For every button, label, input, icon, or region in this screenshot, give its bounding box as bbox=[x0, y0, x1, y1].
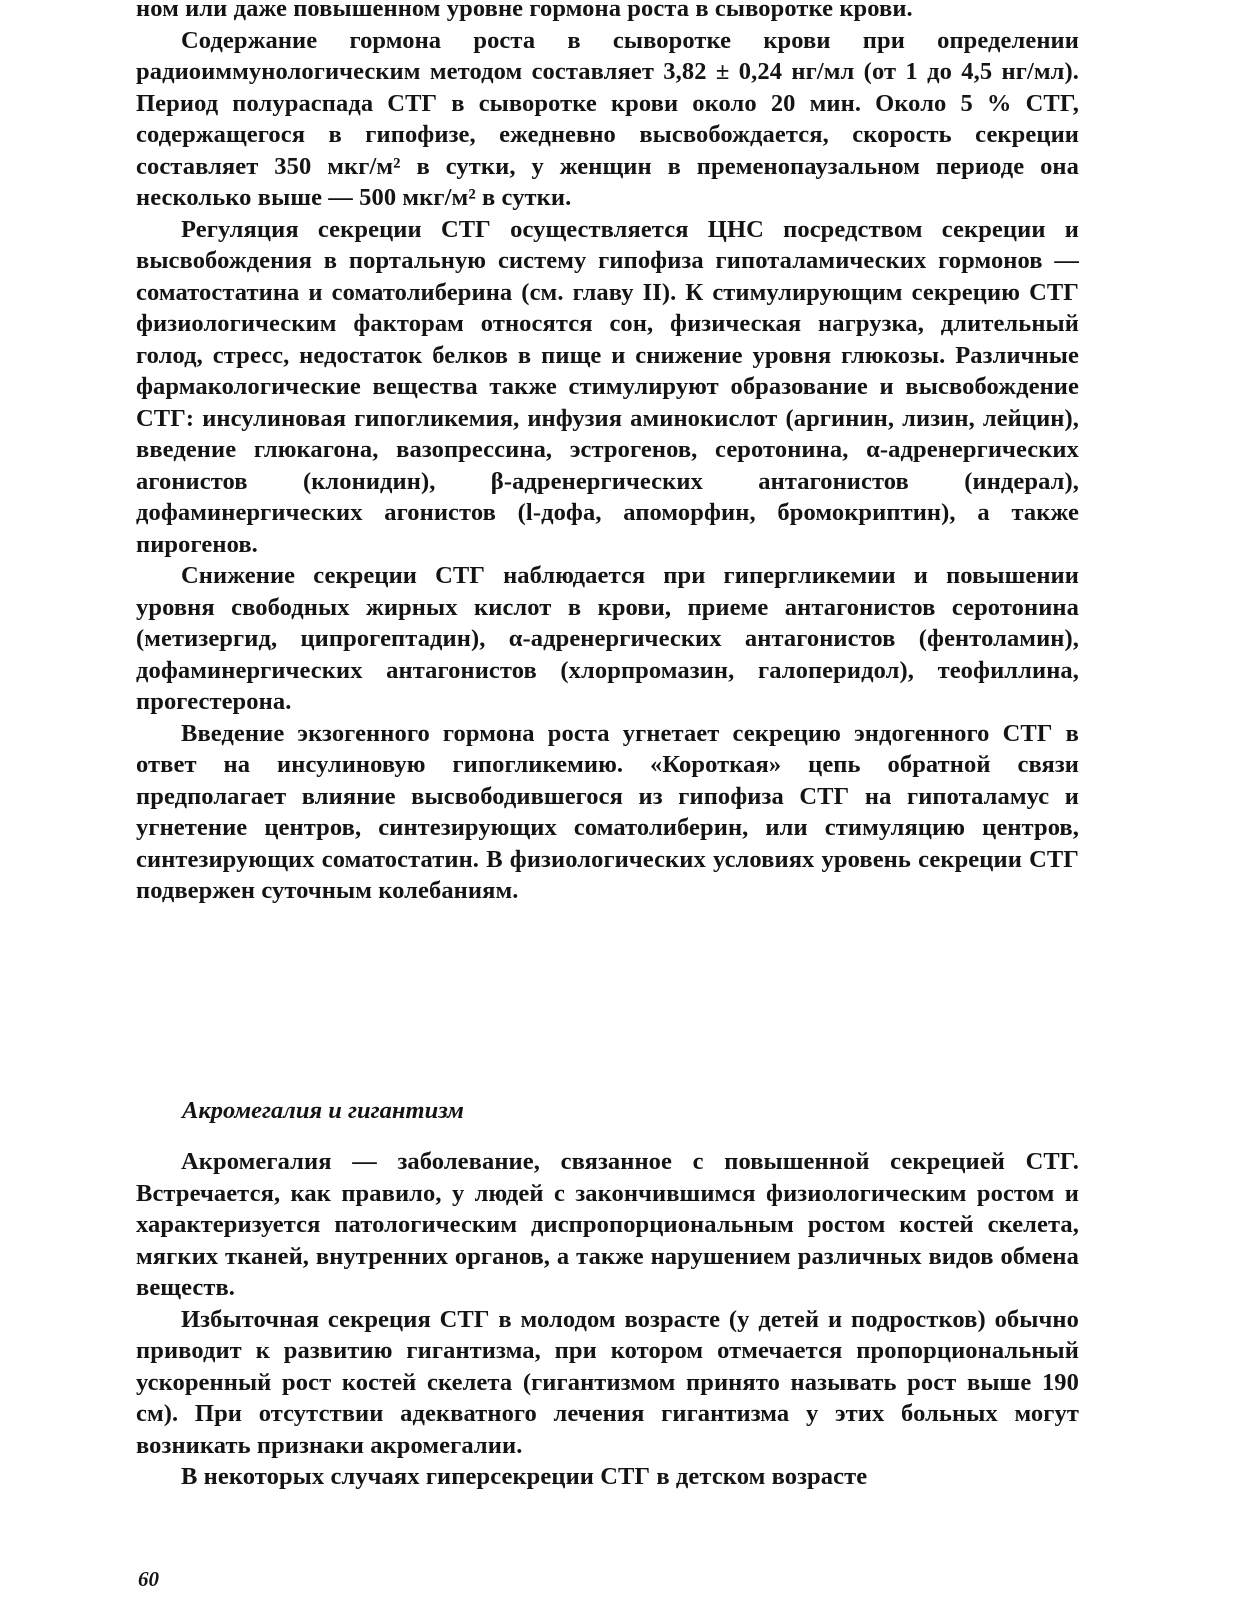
term-gigantism: гигантизма bbox=[406, 1337, 535, 1364]
paragraph-regulation: Регуляция секреции СТГ осуществляется ЦНС посредством секреции и высвобождения в портальную систему гипофиза гипоталамических гормонов — соматостатина и соматолиберина (см. главу II). К стимулирующим секрецию СТГ физиологическим факторам относятся сон, физическая нагрузка, длительный голод, стресс, недостаток белков в пище и снижение уровня глюкозы. Различные фармакологические вещества также стимулируют образование и высвобождение СТГ: инсулиновая гипогликемия, инфузия аминокислот (аргинин, лизин, лейцин), введение глюкагона, вазопрессина, эстрогенов, серотонина, α-адренергических агонистов (клонидин), β-адренергических антагонистов (индерал), дофаминергических агонистов (l-дофа, апоморфин, бромокриптин), а также пирогенов. bbox=[136, 215, 1079, 558]
acromegaly-definition: — заболевание, связанное с повышенной секрецией СТГ. Встречается, как правило, у людей с закончившимся физиологическим ростом и характеризуется патологическим диспропорциональным ростом костей скелета, мягких тканей, внутренних органов, а также нарушением различных видов обмена веществ. bbox=[136, 1148, 1079, 1301]
paragraph-continuation: ном или даже повышенном уровне гормона роста в сыворотке крови. bbox=[136, 0, 913, 22]
paragraph-gigantism bbox=[136, 1304, 1079, 1462]
body-text-section bbox=[136, 1146, 1079, 1493]
paragraph-childhood: В некоторых случаях гиперсекреции СТГ в детском возрасте bbox=[181, 1463, 868, 1490]
paragraph-decrease: Снижение секреции СТГ наблюдается при гипергликемии и повышении уровня свободных жирных кислот в крови, приеме антагонистов серотонина (метизергид, ципрогептадин), α-адренергических антагонистов (фентоламин), дофаминергических антагонистов (хлорпромазин, галоперидол), теофиллина, прогестерона. bbox=[136, 562, 1079, 715]
body-text-top bbox=[136, 0, 1079, 907]
gigantism-text-a: Избыточная секреция СТГ в молодом возрасте (у детей и подростков) обычно приводит к развитию bbox=[136, 1305, 1079, 1364]
term-acromegaly: Акромегалия bbox=[181, 1148, 332, 1175]
gigantism-text-b: , при котором отмечается пропорциональный ускоренный рост костей скелета (гигантизмом принято называть рост выше 190 см). При отсутствии адекватного лечения гигантизма у этих больных могут возникать признаки акромегалии. bbox=[136, 1337, 1079, 1459]
paragraph-acromegaly bbox=[136, 1146, 1079, 1304]
page-number: 60 bbox=[138, 1567, 159, 1591]
section-heading: Акромегалия и гигантизм bbox=[182, 1097, 464, 1124]
paragraph-feedback: Введение экзогенного гормона роста угнетает секрецию эндогенного СТГ в ответ на инсулиновую гипогликемию. «Короткая» цепь обратной связи предполагает влияние высвободившегося из гипофиза СТГ на гипоталамус и угнетение центров, синтезирующих соматолиберин, или стимуляцию центров, синтезирующих соматостатин. В физиологических условиях уровень секреции СТГ подвержен суточным колебаниям. bbox=[136, 719, 1079, 904]
paragraph-serum-level: Содержание гормона роста в сыворотке крови при определении радиоиммунологическим методом составляет 3,82 ± 0,24 нг/мл (от 1 до 4,5 нг/мл). Период полураспада СТГ в сыворотке крови около 20 мин. Около 5 % СТГ, содержащегося в гипофизе, ежедневно высвобождается, скорость секреции составляет 350 мкг/м² в сутки, у женщин в пременопаузальном периоде она несколько выше — 500 мкг/м² в сутки. bbox=[136, 26, 1079, 211]
